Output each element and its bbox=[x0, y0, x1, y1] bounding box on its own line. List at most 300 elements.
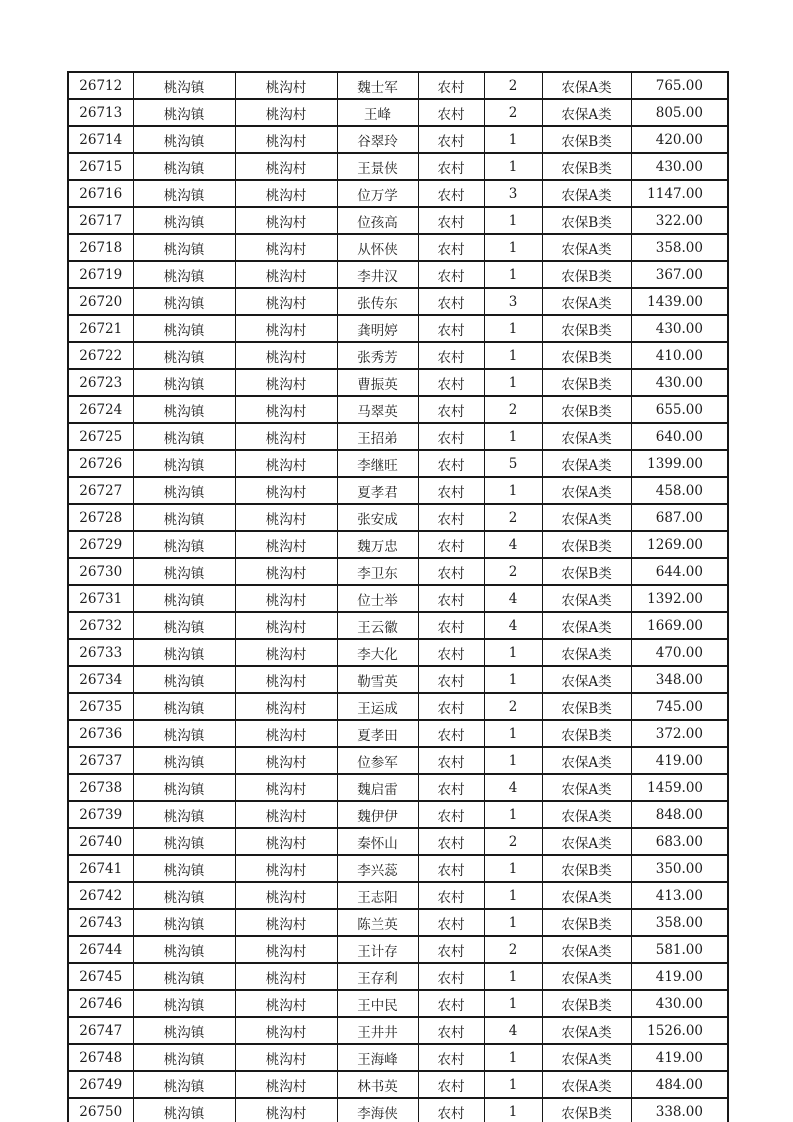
cell-household-type: 农村 bbox=[418, 261, 484, 288]
cell-town: 桃沟镇 bbox=[133, 855, 235, 882]
cell-person-name: 李海侠 bbox=[337, 1098, 418, 1122]
cell-seq: 26713 bbox=[68, 99, 133, 126]
cell-town: 桃沟镇 bbox=[133, 504, 235, 531]
cell-town: 桃沟镇 bbox=[133, 882, 235, 909]
table-row bbox=[68, 801, 728, 828]
cell-town: 桃沟镇 bbox=[133, 72, 235, 99]
cell-town: 桃沟镇 bbox=[133, 126, 235, 153]
cell-count: 1 bbox=[484, 207, 542, 234]
cell-category: 农保A类 bbox=[542, 882, 631, 909]
cell-person-name: 王井井 bbox=[337, 1017, 418, 1044]
cell-amount: 420.00 bbox=[631, 126, 728, 153]
cell-seq: 26730 bbox=[68, 558, 133, 585]
cell-person-name: 位士举 bbox=[337, 585, 418, 612]
table-row bbox=[68, 423, 728, 450]
cell-category: 农保A类 bbox=[542, 504, 631, 531]
cell-amount: 419.00 bbox=[631, 963, 728, 990]
cell-village: 桃沟村 bbox=[235, 261, 337, 288]
cell-person-name: 王运成 bbox=[337, 693, 418, 720]
cell-household-type: 农村 bbox=[418, 801, 484, 828]
table-row bbox=[68, 882, 728, 909]
cell-seq: 26729 bbox=[68, 531, 133, 558]
cell-household-type: 农村 bbox=[418, 477, 484, 504]
cell-count: 1 bbox=[484, 963, 542, 990]
cell-village: 桃沟村 bbox=[235, 1098, 337, 1122]
cell-seq: 26747 bbox=[68, 1017, 133, 1044]
cell-count: 2 bbox=[484, 504, 542, 531]
cell-category: 农保A类 bbox=[542, 99, 631, 126]
cell-person-name: 李井汉 bbox=[337, 261, 418, 288]
cell-household-type: 农村 bbox=[418, 1071, 484, 1098]
cell-village: 桃沟村 bbox=[235, 369, 337, 396]
cell-amount: 430.00 bbox=[631, 315, 728, 342]
cell-person-name: 王峰 bbox=[337, 99, 418, 126]
table-row bbox=[68, 261, 728, 288]
cell-town: 桃沟镇 bbox=[133, 666, 235, 693]
cell-seq: 26712 bbox=[68, 72, 133, 99]
table-row bbox=[68, 342, 728, 369]
table-row bbox=[68, 234, 728, 261]
cell-amount: 765.00 bbox=[631, 72, 728, 99]
cell-seq: 26717 bbox=[68, 207, 133, 234]
cell-household-type: 农村 bbox=[418, 342, 484, 369]
table-row bbox=[68, 477, 728, 504]
cell-household-type: 农村 bbox=[418, 153, 484, 180]
cell-count: 3 bbox=[484, 180, 542, 207]
cell-seq: 26718 bbox=[68, 234, 133, 261]
table-row bbox=[68, 828, 728, 855]
cell-category: 农保A类 bbox=[542, 585, 631, 612]
cell-count: 4 bbox=[484, 1017, 542, 1044]
cell-household-type: 农村 bbox=[418, 1017, 484, 1044]
cell-category: 农保B类 bbox=[542, 342, 631, 369]
cell-town: 桃沟镇 bbox=[133, 531, 235, 558]
cell-person-name: 魏伊伊 bbox=[337, 801, 418, 828]
cell-household-type: 农村 bbox=[418, 288, 484, 315]
cell-category: 农保A类 bbox=[542, 180, 631, 207]
cell-seq: 26733 bbox=[68, 639, 133, 666]
cell-seq: 26731 bbox=[68, 585, 133, 612]
cell-category: 农保A类 bbox=[542, 477, 631, 504]
cell-household-type: 农村 bbox=[418, 1044, 484, 1071]
table-row bbox=[68, 612, 728, 639]
cell-amount: 1439.00 bbox=[631, 288, 728, 315]
cell-count: 2 bbox=[484, 693, 542, 720]
cell-village: 桃沟村 bbox=[235, 747, 337, 774]
cell-village: 桃沟村 bbox=[235, 774, 337, 801]
cell-town: 桃沟镇 bbox=[133, 612, 235, 639]
cell-village: 桃沟村 bbox=[235, 1044, 337, 1071]
cell-village: 桃沟村 bbox=[235, 288, 337, 315]
cell-amount: 655.00 bbox=[631, 396, 728, 423]
cell-village: 桃沟村 bbox=[235, 99, 337, 126]
cell-count: 3 bbox=[484, 288, 542, 315]
cell-amount: 458.00 bbox=[631, 477, 728, 504]
cell-amount: 745.00 bbox=[631, 693, 728, 720]
cell-count: 1 bbox=[484, 990, 542, 1017]
table-row bbox=[68, 126, 728, 153]
cell-seq: 26750 bbox=[68, 1098, 133, 1122]
cell-town: 桃沟镇 bbox=[133, 1044, 235, 1071]
cell-category: 农保B类 bbox=[542, 720, 631, 747]
cell-village: 桃沟村 bbox=[235, 180, 337, 207]
table-row bbox=[68, 288, 728, 315]
cell-amount: 419.00 bbox=[631, 1044, 728, 1071]
cell-household-type: 农村 bbox=[418, 126, 484, 153]
cell-village: 桃沟村 bbox=[235, 828, 337, 855]
cell-village: 桃沟村 bbox=[235, 1071, 337, 1098]
cell-count: 1 bbox=[484, 1071, 542, 1098]
cell-category: 农保A类 bbox=[542, 774, 631, 801]
cell-village: 桃沟村 bbox=[235, 963, 337, 990]
cell-amount: 413.00 bbox=[631, 882, 728, 909]
cell-seq: 26716 bbox=[68, 180, 133, 207]
cell-household-type: 农村 bbox=[418, 747, 484, 774]
cell-village: 桃沟村 bbox=[235, 72, 337, 99]
cell-town: 桃沟镇 bbox=[133, 693, 235, 720]
table-row bbox=[68, 558, 728, 585]
cell-person-name: 龚明婷 bbox=[337, 315, 418, 342]
cell-count: 1 bbox=[484, 855, 542, 882]
cell-category: 农保B类 bbox=[542, 396, 631, 423]
cell-seq: 26746 bbox=[68, 990, 133, 1017]
table-body bbox=[68, 72, 728, 1122]
cell-person-name: 王计存 bbox=[337, 936, 418, 963]
cell-town: 桃沟镇 bbox=[133, 99, 235, 126]
cell-seq: 26749 bbox=[68, 1071, 133, 1098]
cell-count: 4 bbox=[484, 531, 542, 558]
cell-person-name: 王云徽 bbox=[337, 612, 418, 639]
cell-household-type: 农村 bbox=[418, 612, 484, 639]
cell-amount: 350.00 bbox=[631, 855, 728, 882]
cell-category: 农保A类 bbox=[542, 1044, 631, 1071]
cell-town: 桃沟镇 bbox=[133, 180, 235, 207]
cell-person-name: 王招弟 bbox=[337, 423, 418, 450]
cell-person-name: 王中民 bbox=[337, 990, 418, 1017]
cell-household-type: 农村 bbox=[418, 963, 484, 990]
cell-seq: 26727 bbox=[68, 477, 133, 504]
table-row bbox=[68, 1017, 728, 1044]
cell-seq: 26720 bbox=[68, 288, 133, 315]
cell-category: 农保A类 bbox=[542, 423, 631, 450]
table-row bbox=[68, 855, 728, 882]
cell-count: 2 bbox=[484, 72, 542, 99]
cell-count: 2 bbox=[484, 828, 542, 855]
cell-person-name: 秦怀山 bbox=[337, 828, 418, 855]
cell-household-type: 农村 bbox=[418, 720, 484, 747]
cell-category: 农保A类 bbox=[542, 639, 631, 666]
cell-category: 农保B类 bbox=[542, 261, 631, 288]
cell-seq: 26734 bbox=[68, 666, 133, 693]
cell-household-type: 农村 bbox=[418, 693, 484, 720]
cell-village: 桃沟村 bbox=[235, 693, 337, 720]
cell-person-name: 夏孝田 bbox=[337, 720, 418, 747]
cell-person-name: 李大化 bbox=[337, 639, 418, 666]
cell-village: 桃沟村 bbox=[235, 720, 337, 747]
cell-town: 桃沟镇 bbox=[133, 423, 235, 450]
cell-household-type: 农村 bbox=[418, 774, 484, 801]
cell-village: 桃沟村 bbox=[235, 423, 337, 450]
cell-seq: 26739 bbox=[68, 801, 133, 828]
table-row bbox=[68, 720, 728, 747]
cell-household-type: 农村 bbox=[418, 828, 484, 855]
cell-village: 桃沟村 bbox=[235, 855, 337, 882]
cell-count: 5 bbox=[484, 450, 542, 477]
cell-person-name: 王志阳 bbox=[337, 882, 418, 909]
table-row bbox=[68, 639, 728, 666]
cell-person-name: 李继旺 bbox=[337, 450, 418, 477]
cell-village: 桃沟村 bbox=[235, 558, 337, 585]
cell-category: 农保B类 bbox=[542, 1098, 631, 1122]
cell-amount: 640.00 bbox=[631, 423, 728, 450]
cell-village: 桃沟村 bbox=[235, 396, 337, 423]
cell-amount: 430.00 bbox=[631, 990, 728, 1017]
cell-household-type: 农村 bbox=[418, 450, 484, 477]
table-row bbox=[68, 153, 728, 180]
cell-town: 桃沟镇 bbox=[133, 936, 235, 963]
cell-category: 农保B类 bbox=[542, 693, 631, 720]
cell-count: 1 bbox=[484, 639, 542, 666]
cell-town: 桃沟镇 bbox=[133, 396, 235, 423]
cell-amount: 848.00 bbox=[631, 801, 728, 828]
cell-town: 桃沟镇 bbox=[133, 342, 235, 369]
cell-category: 农保B类 bbox=[542, 558, 631, 585]
cell-seq: 26744 bbox=[68, 936, 133, 963]
cell-household-type: 农村 bbox=[418, 180, 484, 207]
cell-household-type: 农村 bbox=[418, 72, 484, 99]
cell-town: 桃沟镇 bbox=[133, 153, 235, 180]
cell-category: 农保B类 bbox=[542, 990, 631, 1017]
cell-category: 农保B类 bbox=[542, 909, 631, 936]
cell-seq: 26742 bbox=[68, 882, 133, 909]
cell-amount: 358.00 bbox=[631, 234, 728, 261]
cell-count: 1 bbox=[484, 423, 542, 450]
cell-household-type: 农村 bbox=[418, 396, 484, 423]
cell-seq: 26740 bbox=[68, 828, 133, 855]
cell-village: 桃沟村 bbox=[235, 531, 337, 558]
cell-category: 农保B类 bbox=[542, 153, 631, 180]
cell-seq: 26715 bbox=[68, 153, 133, 180]
cell-town: 桃沟镇 bbox=[133, 909, 235, 936]
cell-seq: 26721 bbox=[68, 315, 133, 342]
cell-category: 农保B类 bbox=[542, 207, 631, 234]
cell-person-name: 从怀侠 bbox=[337, 234, 418, 261]
cell-category: 农保A类 bbox=[542, 234, 631, 261]
table-row bbox=[68, 1098, 728, 1122]
cell-seq: 26726 bbox=[68, 450, 133, 477]
table-row bbox=[68, 207, 728, 234]
table-row bbox=[68, 531, 728, 558]
cell-person-name: 陈兰英 bbox=[337, 909, 418, 936]
cell-amount: 470.00 bbox=[631, 639, 728, 666]
cell-count: 1 bbox=[484, 801, 542, 828]
cell-town: 桃沟镇 bbox=[133, 774, 235, 801]
cell-household-type: 农村 bbox=[418, 207, 484, 234]
table-row bbox=[68, 666, 728, 693]
cell-household-type: 农村 bbox=[418, 855, 484, 882]
cell-category: 农保A类 bbox=[542, 288, 631, 315]
cell-category: 农保B类 bbox=[542, 315, 631, 342]
cell-town: 桃沟镇 bbox=[133, 207, 235, 234]
cell-village: 桃沟村 bbox=[235, 342, 337, 369]
cell-household-type: 农村 bbox=[418, 936, 484, 963]
cell-town: 桃沟镇 bbox=[133, 234, 235, 261]
cell-category: 农保B类 bbox=[542, 855, 631, 882]
cell-amount: 683.00 bbox=[631, 828, 728, 855]
table-row bbox=[68, 585, 728, 612]
benefits-roster-table bbox=[67, 71, 729, 1122]
cell-town: 桃沟镇 bbox=[133, 315, 235, 342]
cell-village: 桃沟村 bbox=[235, 504, 337, 531]
cell-household-type: 农村 bbox=[418, 639, 484, 666]
cell-count: 1 bbox=[484, 747, 542, 774]
cell-amount: 338.00 bbox=[631, 1098, 728, 1122]
cell-town: 桃沟镇 bbox=[133, 990, 235, 1017]
cell-seq: 26724 bbox=[68, 396, 133, 423]
cell-amount: 348.00 bbox=[631, 666, 728, 693]
cell-seq: 26732 bbox=[68, 612, 133, 639]
cell-amount: 1269.00 bbox=[631, 531, 728, 558]
cell-count: 1 bbox=[484, 909, 542, 936]
cell-household-type: 农村 bbox=[418, 369, 484, 396]
cell-category: 农保A类 bbox=[542, 828, 631, 855]
cell-category: 农保A类 bbox=[542, 963, 631, 990]
cell-count: 4 bbox=[484, 774, 542, 801]
cell-category: 农保A类 bbox=[542, 747, 631, 774]
cell-amount: 805.00 bbox=[631, 99, 728, 126]
cell-village: 桃沟村 bbox=[235, 207, 337, 234]
cell-person-name: 魏士军 bbox=[337, 72, 418, 99]
cell-amount: 1526.00 bbox=[631, 1017, 728, 1044]
cell-person-name: 王存利 bbox=[337, 963, 418, 990]
cell-person-name: 位孩高 bbox=[337, 207, 418, 234]
cell-count: 1 bbox=[484, 153, 542, 180]
cell-town: 桃沟镇 bbox=[133, 1098, 235, 1122]
table-row bbox=[68, 369, 728, 396]
cell-seq: 26736 bbox=[68, 720, 133, 747]
cell-category: 农保A类 bbox=[542, 612, 631, 639]
table-row bbox=[68, 72, 728, 99]
cell-town: 桃沟镇 bbox=[133, 1017, 235, 1044]
cell-seq: 26745 bbox=[68, 963, 133, 990]
cell-household-type: 农村 bbox=[418, 504, 484, 531]
cell-town: 桃沟镇 bbox=[133, 801, 235, 828]
cell-count: 1 bbox=[484, 261, 542, 288]
cell-village: 桃沟村 bbox=[235, 126, 337, 153]
cell-person-name: 王海峰 bbox=[337, 1044, 418, 1071]
cell-amount: 410.00 bbox=[631, 342, 728, 369]
table-row bbox=[68, 990, 728, 1017]
cell-count: 1 bbox=[484, 666, 542, 693]
table-row bbox=[68, 99, 728, 126]
cell-count: 1 bbox=[484, 126, 542, 153]
cell-amount: 1147.00 bbox=[631, 180, 728, 207]
cell-seq: 26725 bbox=[68, 423, 133, 450]
cell-household-type: 农村 bbox=[418, 423, 484, 450]
cell-household-type: 农村 bbox=[418, 315, 484, 342]
cell-town: 桃沟镇 bbox=[133, 720, 235, 747]
cell-count: 1 bbox=[484, 342, 542, 369]
cell-amount: 484.00 bbox=[631, 1071, 728, 1098]
cell-household-type: 农村 bbox=[418, 909, 484, 936]
cell-amount: 1399.00 bbox=[631, 450, 728, 477]
cell-category: 农保A类 bbox=[542, 1017, 631, 1044]
cell-person-name: 林书英 bbox=[337, 1071, 418, 1098]
table-row bbox=[68, 450, 728, 477]
table-row bbox=[68, 1071, 728, 1098]
cell-amount: 581.00 bbox=[631, 936, 728, 963]
cell-seq: 26748 bbox=[68, 1044, 133, 1071]
cell-seq: 26728 bbox=[68, 504, 133, 531]
cell-seq: 26714 bbox=[68, 126, 133, 153]
cell-seq: 26738 bbox=[68, 774, 133, 801]
table-row bbox=[68, 396, 728, 423]
cell-amount: 1459.00 bbox=[631, 774, 728, 801]
cell-amount: 367.00 bbox=[631, 261, 728, 288]
cell-count: 2 bbox=[484, 99, 542, 126]
cell-village: 桃沟村 bbox=[235, 801, 337, 828]
cell-person-name: 李兴蕊 bbox=[337, 855, 418, 882]
cell-person-name: 李卫东 bbox=[337, 558, 418, 585]
cell-village: 桃沟村 bbox=[235, 234, 337, 261]
cell-seq: 26737 bbox=[68, 747, 133, 774]
cell-town: 桃沟镇 bbox=[133, 288, 235, 315]
cell-town: 桃沟镇 bbox=[133, 450, 235, 477]
table-row bbox=[68, 774, 728, 801]
cell-amount: 430.00 bbox=[631, 369, 728, 396]
cell-person-name: 谷翠玲 bbox=[337, 126, 418, 153]
cell-amount: 430.00 bbox=[631, 153, 728, 180]
cell-household-type: 农村 bbox=[418, 990, 484, 1017]
cell-count: 2 bbox=[484, 396, 542, 423]
cell-household-type: 农村 bbox=[418, 531, 484, 558]
table-row bbox=[68, 909, 728, 936]
cell-category: 农保A类 bbox=[542, 1071, 631, 1098]
cell-category: 农保B类 bbox=[542, 369, 631, 396]
cell-amount: 644.00 bbox=[631, 558, 728, 585]
cell-count: 1 bbox=[484, 1098, 542, 1122]
cell-count: 1 bbox=[484, 882, 542, 909]
cell-village: 桃沟村 bbox=[235, 666, 337, 693]
table-row bbox=[68, 936, 728, 963]
cell-village: 桃沟村 bbox=[235, 990, 337, 1017]
cell-count: 1 bbox=[484, 234, 542, 261]
table-row bbox=[68, 1044, 728, 1071]
cell-amount: 1392.00 bbox=[631, 585, 728, 612]
cell-count: 4 bbox=[484, 585, 542, 612]
table-row bbox=[68, 963, 728, 990]
cell-village: 桃沟村 bbox=[235, 450, 337, 477]
cell-household-type: 农村 bbox=[418, 558, 484, 585]
cell-person-name: 张秀芳 bbox=[337, 342, 418, 369]
cell-count: 1 bbox=[484, 477, 542, 504]
cell-town: 桃沟镇 bbox=[133, 261, 235, 288]
cell-town: 桃沟镇 bbox=[133, 558, 235, 585]
cell-amount: 419.00 bbox=[631, 747, 728, 774]
cell-seq: 26741 bbox=[68, 855, 133, 882]
cell-category: 农保A类 bbox=[542, 666, 631, 693]
cell-seq: 26723 bbox=[68, 369, 133, 396]
cell-person-name: 夏孝君 bbox=[337, 477, 418, 504]
cell-village: 桃沟村 bbox=[235, 882, 337, 909]
table-row bbox=[68, 747, 728, 774]
cell-village: 桃沟村 bbox=[235, 936, 337, 963]
cell-count: 1 bbox=[484, 1044, 542, 1071]
cell-amount: 1669.00 bbox=[631, 612, 728, 639]
cell-person-name: 位万学 bbox=[337, 180, 418, 207]
cell-household-type: 农村 bbox=[418, 585, 484, 612]
cell-village: 桃沟村 bbox=[235, 1017, 337, 1044]
